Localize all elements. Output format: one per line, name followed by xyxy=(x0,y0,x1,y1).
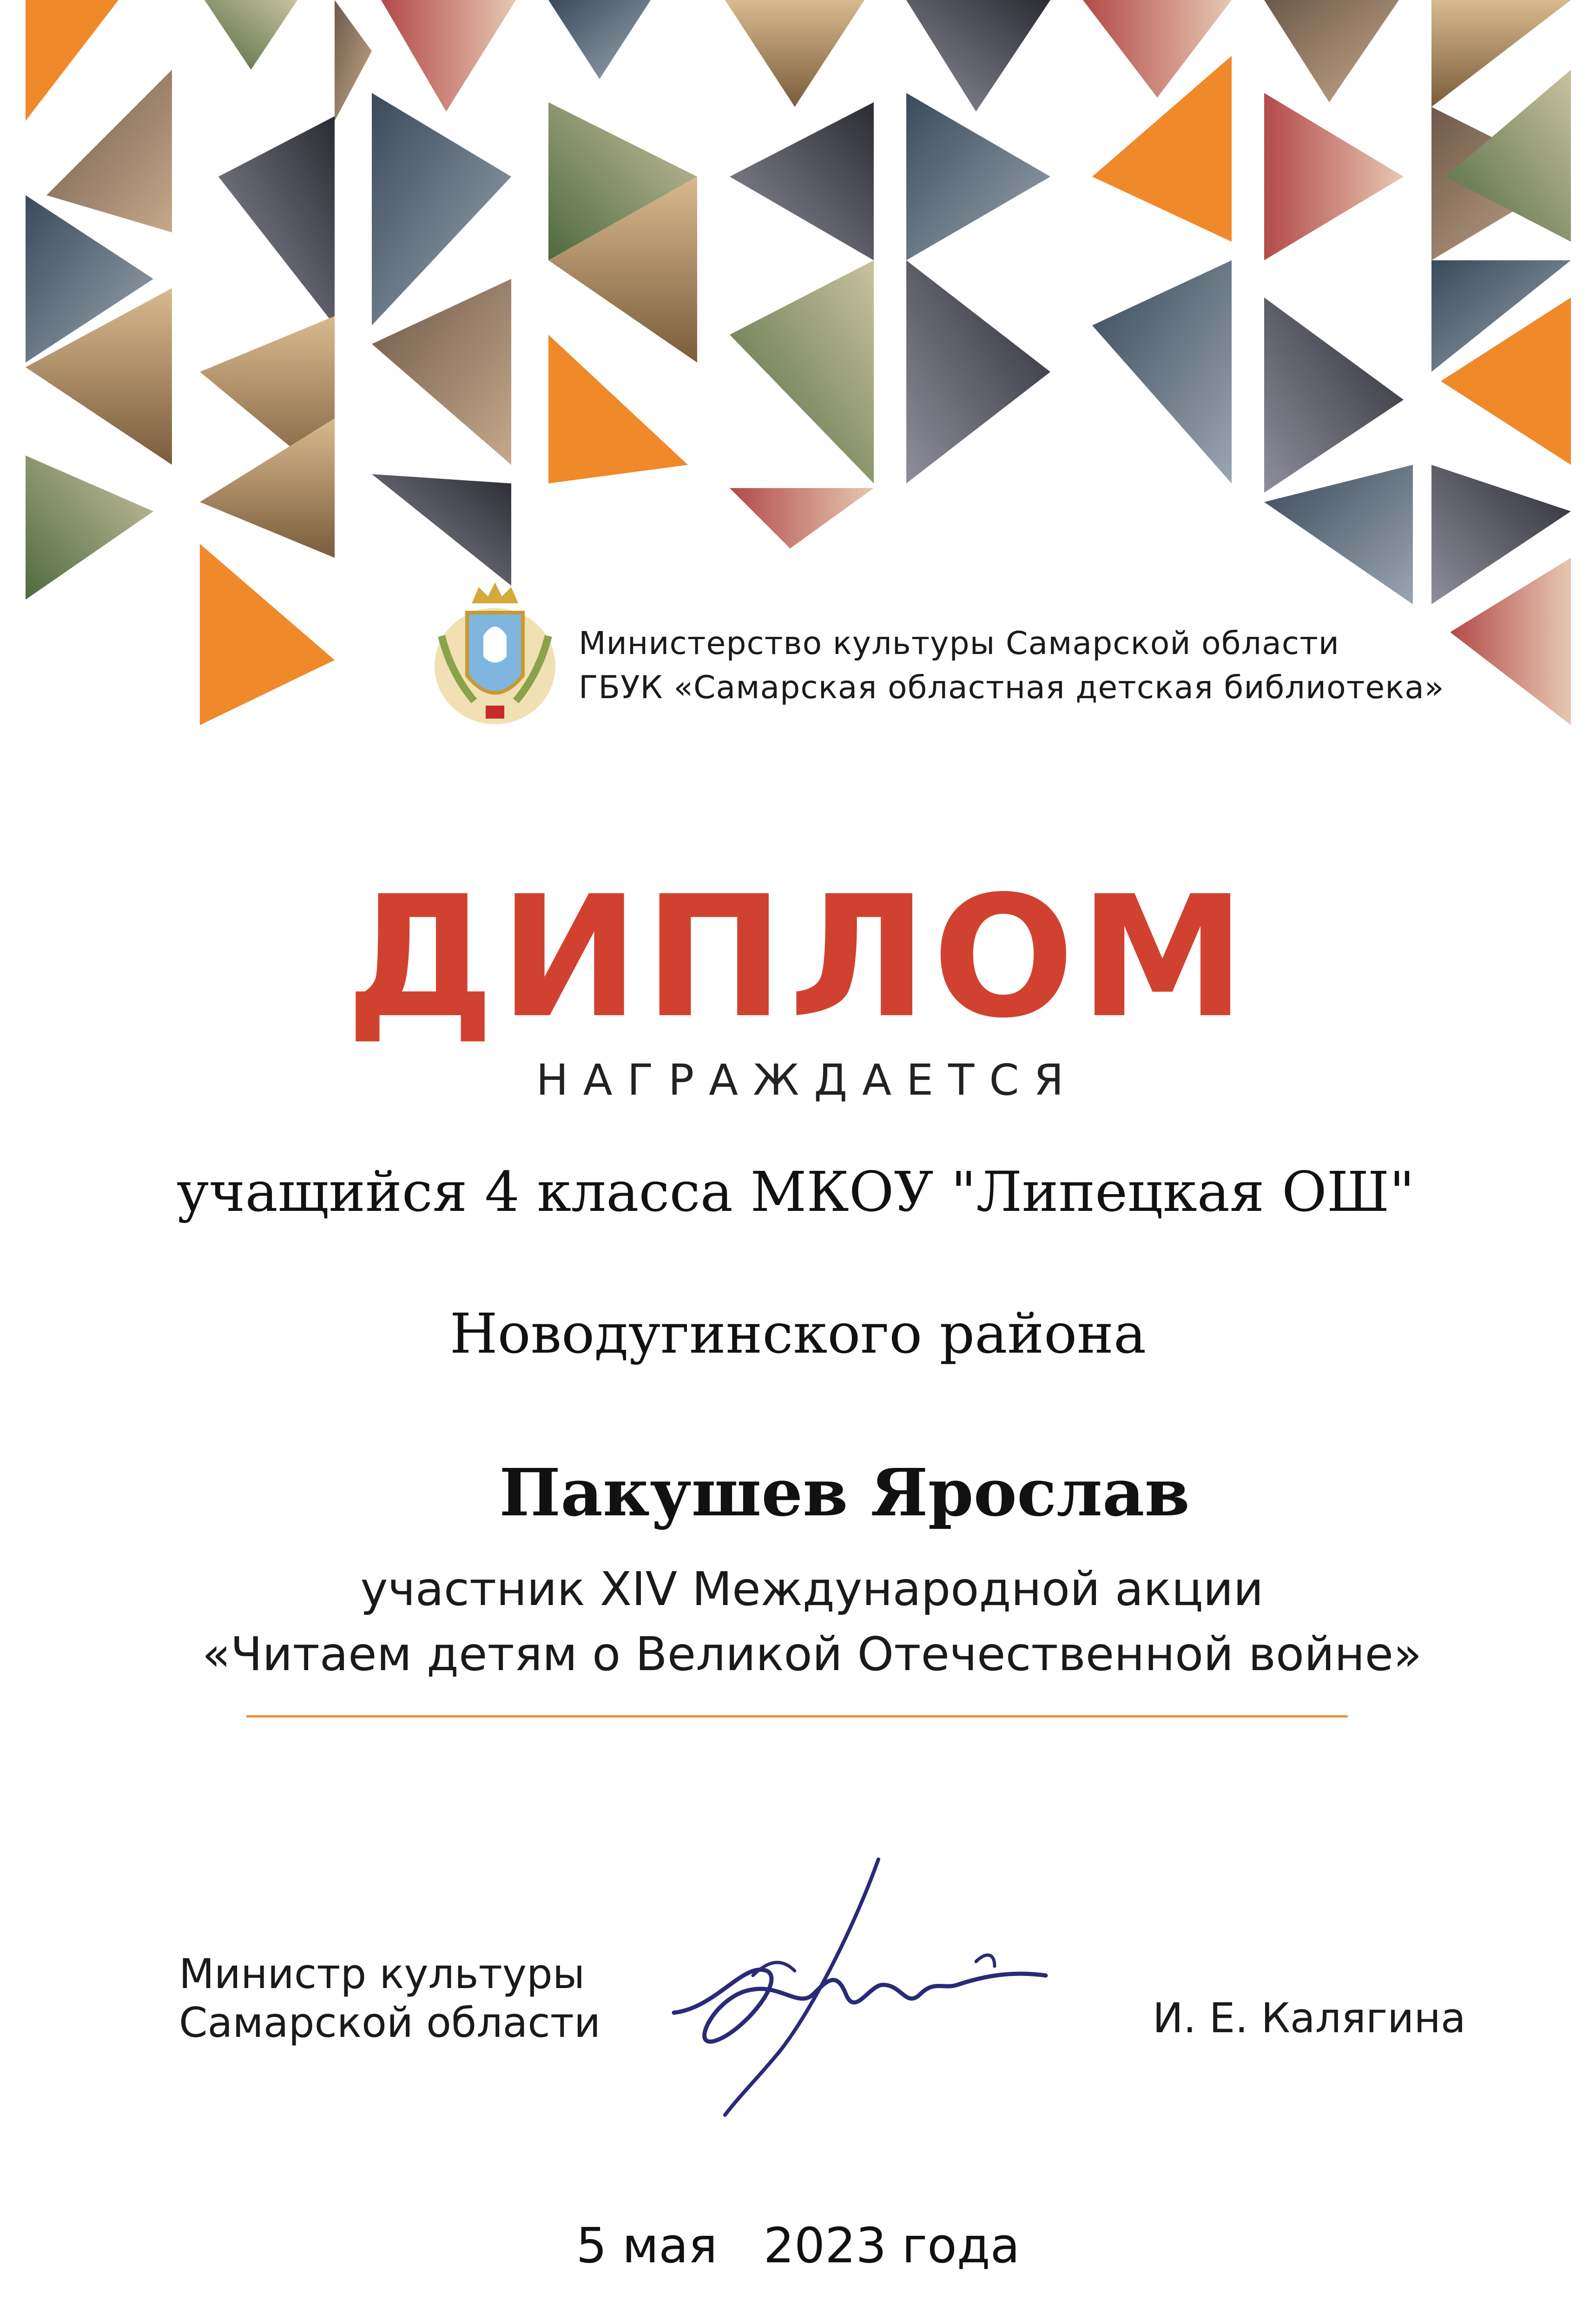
awarded-label: НАГРАЖДАЕТСЯ xyxy=(536,1055,1079,1105)
signatory-position: Министр культуры xyxy=(179,1950,585,1998)
diploma-title: ДИПЛОМ xyxy=(345,860,1251,1055)
participant-line: участник XIV Международной акции xyxy=(360,1562,1264,1616)
issue-date: 5 мая 2023 года xyxy=(576,2217,1020,2274)
divider-rule xyxy=(246,1715,1348,1718)
organization-ministry: Министерство культуры Самарской области xyxy=(579,625,1339,662)
campaign-name: «Читаем детям о Великой Отечественной войне» xyxy=(202,1627,1422,1681)
organization-library: ГБУК «Самарская областная детская библиотека» xyxy=(579,669,1444,706)
signatory-name: И. Е. Калягина xyxy=(1153,1994,1466,2042)
recipient-school: учащийся 4 класса МКОУ "Липецкая ОШ" xyxy=(177,1160,1415,1224)
handwritten-signature xyxy=(660,1855,1078,2134)
recipient-name: Пакушев Ярослав xyxy=(499,1455,1190,1531)
samara-coat-of-arms-emblem xyxy=(428,575,562,729)
signatory-position-region: Самарской области xyxy=(179,1999,601,2047)
recipient-district: Новодугинского района xyxy=(449,1302,1147,1366)
